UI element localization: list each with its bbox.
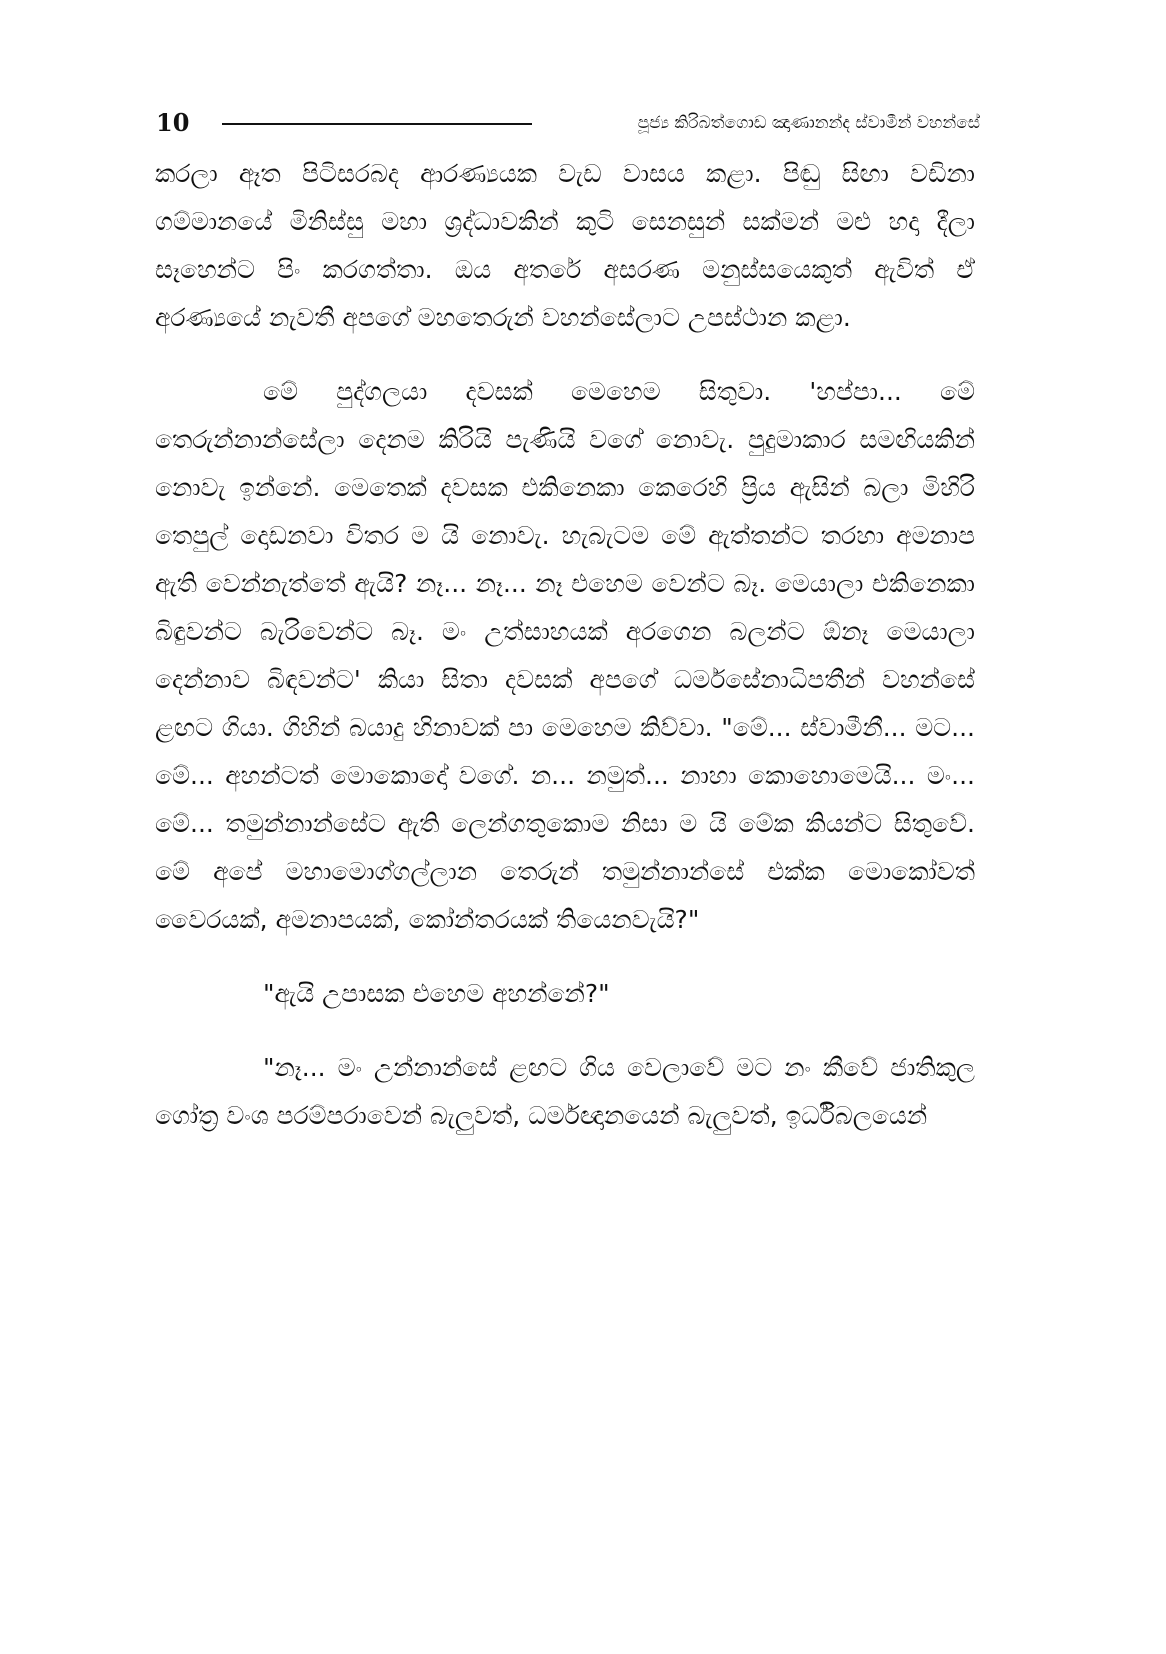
paragraph: මේ පුද්ගලයා දවසක් මෙහෙම සිතුවා. 'හප්පා... මේ තෙරුන්නාන්සේලා දෙනම කිරියි පැණියි වගේ නොවැ. පුදුමාකාර සමඟියකින් නොවැ ඉන්නේ. මෙතෙක් දවසක එකිනෙකා කෙරෙහි ප්‍රිය ඇසින් බලා මිහිරි තෙපුල් දොඩනවා විතර ම යි නොවැ. හැබැටම මේ ඇත්තන්ට තරහා අමනාප ඇති වෙන්නැත්තේ ඇයි? නෑ... නෑ... නෑ එහෙම වෙන්ට බෑ. මෙයාලා එකිනෙකා බිඳුවන්ට බැරිවෙන්ට බෑ. මං උත්සාහයක් අරගෙන බලන්ට ඕනෑ මෙයාලා දෙන්නාව බිඳවන්ට' කියා සිතා දවසක් අපගේ ධර්මසේනාධිපතීන් වහන්සේ ළඟට ගියා. ගිහින් බයාදු හිනාවක් පා මෙහෙම කිව්වා. "මේ... ස්වාමීනී... මට... මේ... අහන්ටත් මොකොදෝ වගේ. න... නමුත්... නාහා කොහොමෙයි... මං... මේ... තමුන්නාන්සේට ඇති ලෙන්ගතුකොම නිසා ම යි මේක කියන්ට සිතුවේ. මේ අපේ මහාමොග්ගල්ලාන තෙරුන් තමුන්නාන්සේ එක්ක මොකෝවත් වෛරයක්, අමනාපයක්, කෝන්තරයක් තියෙනවැයි?" xyxy=(155,377,975,934)
running-title: පූජ්‍ය කිරිබත්ගොඩ ඤාණානන්ද ස්වාමීන් වහන්සේ xyxy=(637,113,980,133)
paragraph: කරලා ඈත පිටිසරබද ආරණ්‍යයක වැඩ වාසය කළා. පිඬු සිඟා වඩිනා ගම්මානයේ මිනිස්සු මහා ශ්‍රද්ධාවකින් කුටි සෙනසුන් සක්මන් මළු හදා දීලා සෑහෙන්ට පිං කරගත්තා. ඔය අතරේ අසරණ මනුස්සයෙකුත් ඇවිත් ඒ අරණ්‍යයේ නැවතී අපගේ මහතෙරුන් වහන්සේලාට උපස්ථාන කළා. xyxy=(155,159,975,332)
body-text xyxy=(155,150,975,1140)
header-rule xyxy=(222,123,532,125)
page-header xyxy=(150,104,980,144)
page-number: 10 xyxy=(156,108,190,137)
paragraph: "ඇයි උපාසක එහෙම අහන්නේ?" xyxy=(263,979,610,1008)
paragraph: "නෑ... මං උන්නාන්සේ ළඟට ගිය වෙලාවේ මට නං කීවේ ජාතිකුල ගෝත්‍ර වංශ පරම්පරාවෙන් බැලුවත්, ධර්මඥානයෙන් බැලුවත්, ඉර්ධිබලයෙන් xyxy=(155,1053,975,1130)
